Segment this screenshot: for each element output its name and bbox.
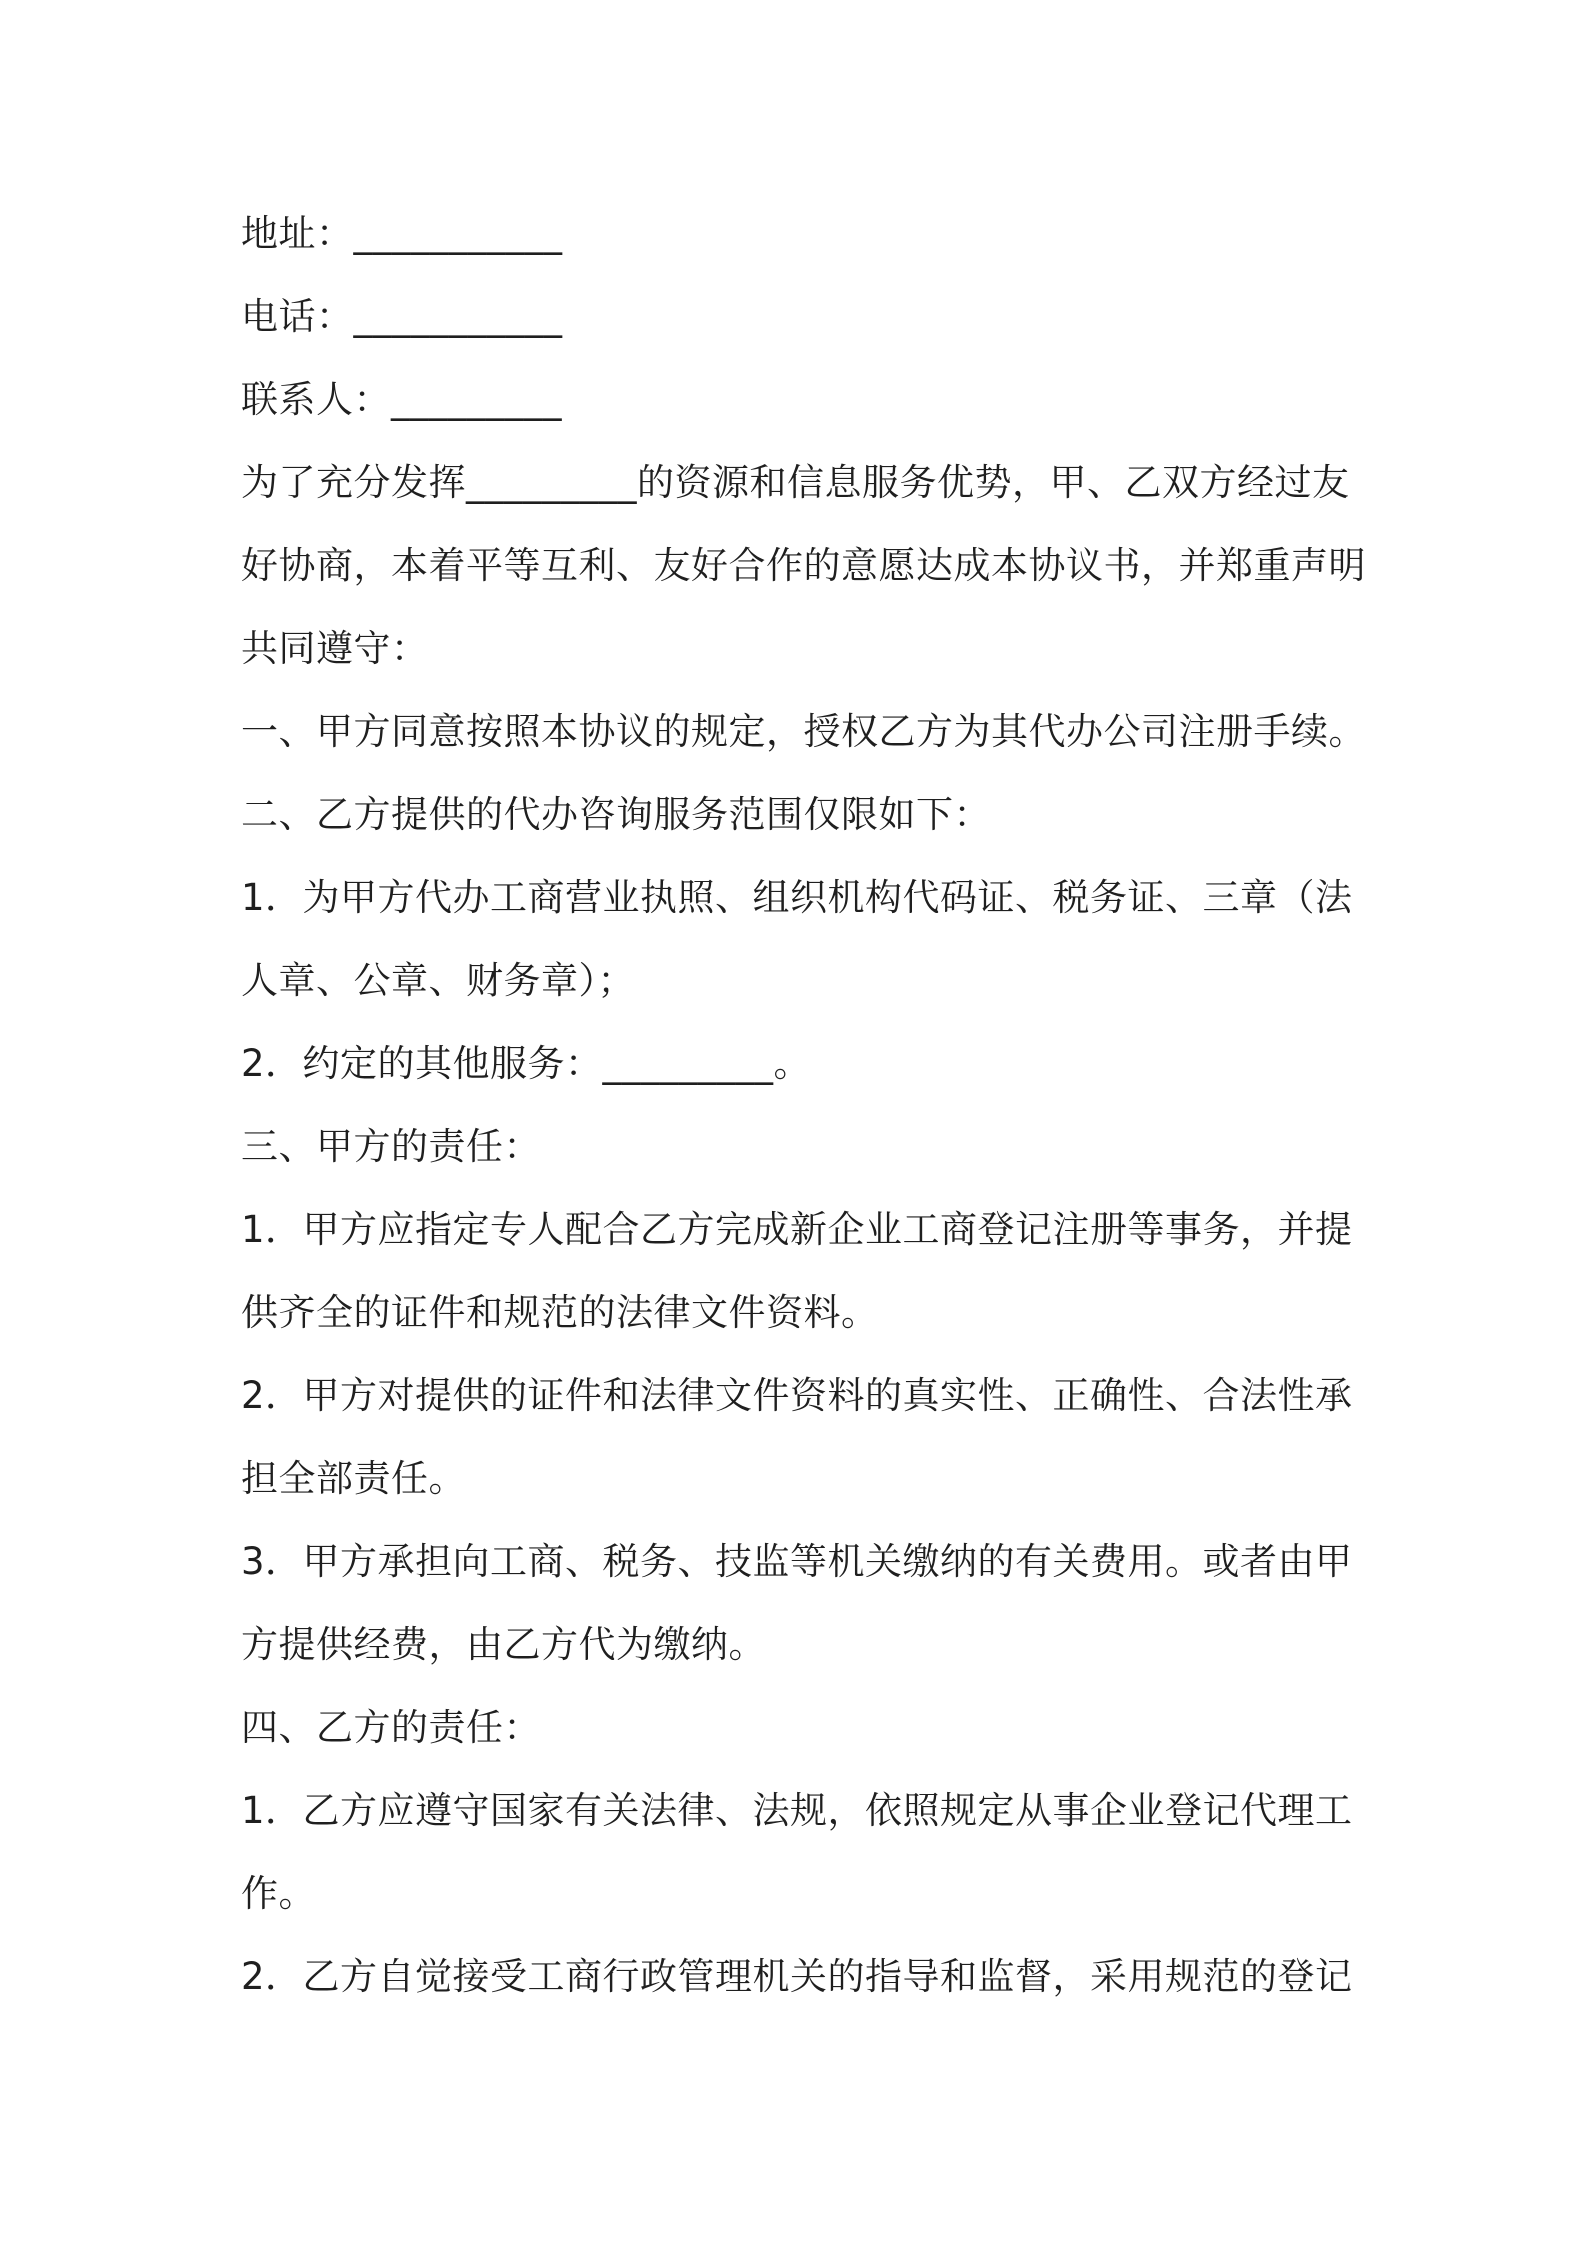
intro-paragraph-line-2: 好协商，本着平等互利、友好合作的意愿达成本协议书，并郑重声明 [241, 544, 1366, 587]
clause-2-item-2-line: 2．约定的其他服务：_________。 [241, 1042, 812, 1085]
intro-paragraph-line-3: 共同遵守： [241, 627, 429, 670]
document-body [241, 192, 1366, 2018]
clause-1-line: 一、甲方同意按照本协议的规定，授权乙方为其代办公司注册手续。 [241, 710, 1366, 753]
clause-3-item-2-line-2: 担全部责任。 [241, 1457, 466, 1500]
clause-3-item-1-line-1: 1．甲方应指定专人配合乙方完成新企业工商登记注册等事务，并提 [241, 1208, 1353, 1251]
contact-line: 联系人：_________ [241, 378, 562, 421]
clause-3-item-3-line-1: 3．甲方承担向工商、税务、技监等机关缴纳的有关费用。或者由甲 [241, 1540, 1353, 1583]
clause-4-item-1-line-1: 1．乙方应遵守国家有关法律、法规，依照规定从事企业登记代理工 [241, 1789, 1353, 1832]
clause-3-heading: 三、甲方的责任： [241, 1125, 541, 1168]
clause-2-item-1-line-2: 人章、公章、财务章）； [241, 959, 635, 1002]
address-line: 地址：___________ [241, 212, 563, 255]
phone-line: 电话：___________ [241, 295, 563, 338]
intro-paragraph-line-1: 为了充分发挥_________的资源和信息服务优势，甲、乙双方经过友 [241, 461, 1350, 504]
clause-2-item-1-line-1: 1．为甲方代办工商营业执照、组织机构代码证、税务证、三章（法 [241, 876, 1353, 919]
clause-4-item-2-line-1: 2．乙方自觉接受工商行政管理机关的指导和监督，采用规范的登记 [241, 1955, 1353, 1998]
clause-4-heading: 四、乙方的责任： [241, 1706, 541, 1749]
clause-3-item-1-line-2: 供齐全的证件和规范的法律文件资料。 [241, 1291, 879, 1334]
clause-2-heading: 二、乙方提供的代办咨询服务范围仅限如下： [241, 793, 991, 836]
clause-3-item-3-line-2: 方提供经费，由乙方代为缴纳。 [241, 1623, 766, 1666]
clause-3-item-2-line-1: 2．甲方对提供的证件和法律文件资料的真实性、正确性、合法性承 [241, 1374, 1353, 1417]
clause-4-item-1-line-2: 作。 [241, 1872, 316, 1915]
